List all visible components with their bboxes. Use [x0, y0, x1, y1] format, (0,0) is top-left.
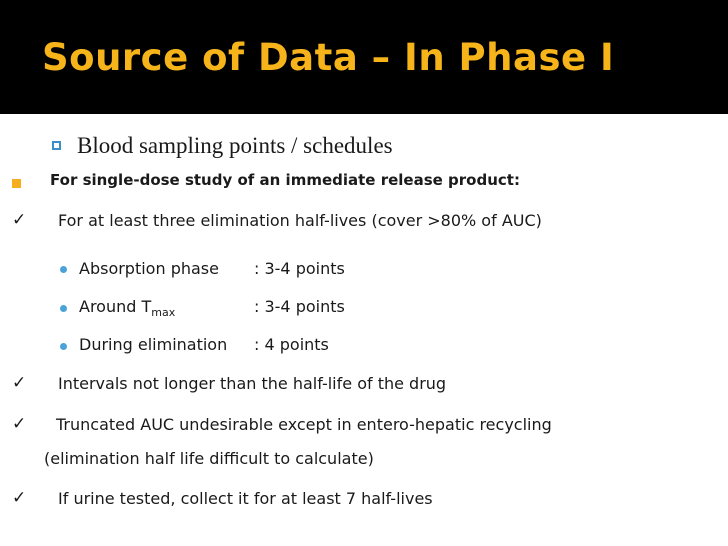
check-mark-icon: ✓: [12, 414, 27, 434]
elimination-value: : 4 points: [254, 335, 329, 354]
urine-text: If urine tested, collect it for at least 7 half-lives: [58, 489, 433, 508]
square-bullet-icon: [52, 141, 61, 150]
elimination-label: During elimination: [79, 335, 228, 354]
square-bullet-icon: [12, 179, 21, 188]
truncated-auc-continuation: (elimination half life difficult to calculate): [44, 449, 374, 468]
single-dose-heading: For single-dose study of an immediate release product:: [50, 171, 520, 189]
absorption-value: : 3-4 points: [254, 259, 345, 278]
title-bar: [0, 0, 728, 114]
half-lives-text: For at least three elimination half-lives (cover >80% of AUC): [58, 211, 542, 230]
truncated-auc-text: Truncated AUC undesirable except in entero-hepatic recycling: [56, 415, 552, 434]
slide-title: Source of Data – In Phase I: [42, 36, 615, 79]
intervals-text: Intervals not longer than the half-life of the drug: [58, 374, 447, 393]
sub-heading: Blood sampling points / schedules: [77, 133, 393, 158]
check-mark-icon: ✓: [12, 210, 27, 230]
dot-bullet-icon: [60, 266, 67, 273]
check-mark-icon: ✓: [12, 373, 27, 393]
dot-bullet-icon: [60, 305, 67, 312]
tmax-label: Around $T_{max}$: [79, 297, 176, 320]
tmax-subscript: max: [151, 306, 176, 320]
dot-bullet-icon: [60, 343, 67, 350]
tmax-value: : 3-4 points: [254, 297, 345, 316]
absorption-label: Absorption phase: [79, 259, 219, 278]
check-mark-icon: ✓: [12, 488, 27, 508]
